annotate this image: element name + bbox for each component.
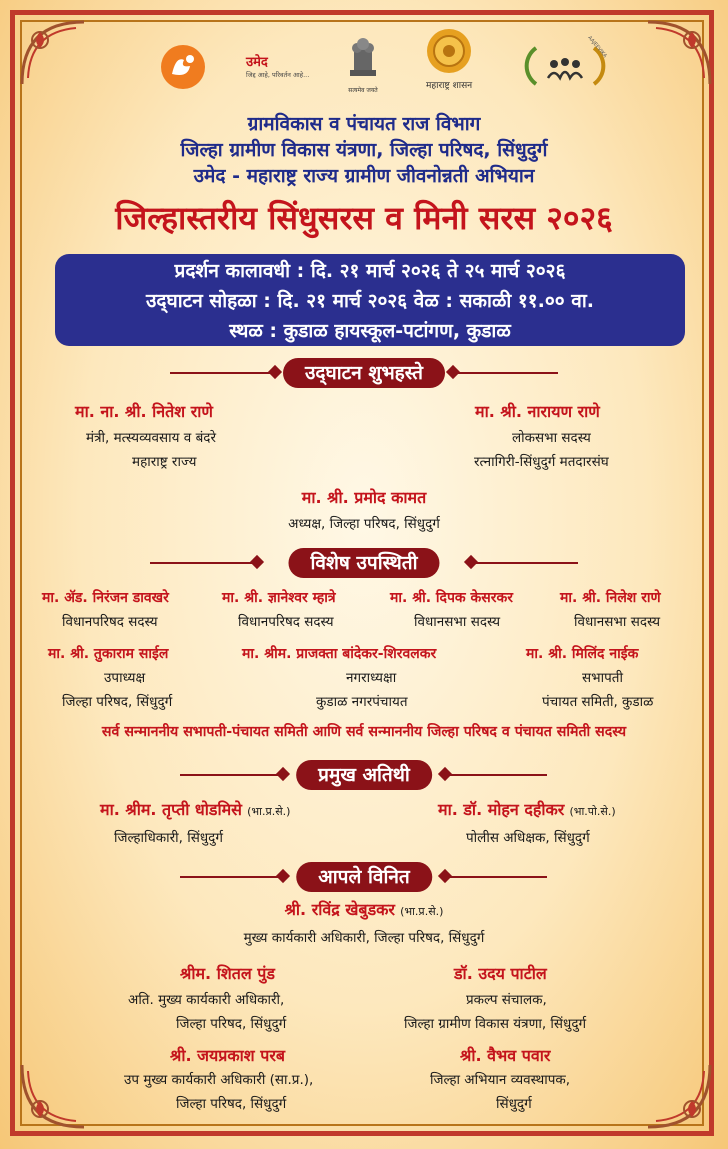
- section-heading-special: [0, 548, 728, 580]
- person-desc: विधानसभा सदस्य: [414, 614, 501, 630]
- person-desc: उपाध्यक्ष: [104, 670, 146, 686]
- person-name: मा. श्रीम. प्राजक्ता बांदेकर-शिरवलकर: [242, 646, 437, 662]
- corner-ornament-icon: [644, 18, 714, 88]
- person-name: मा. श्री. प्रमोद कामत: [301, 488, 427, 507]
- umed-logo-text: उमेद: [246, 55, 268, 70]
- national-emblem-icon: [344, 34, 382, 94]
- person-name: श्री. वैभव पवार: [460, 1046, 551, 1065]
- venue: स्थळ : कुडाळ हायस्कूल-पटांगण, कुडाळ: [229, 320, 511, 342]
- person-desc: अति. मुख्य कार्यकारी अधिकारी,: [128, 992, 285, 1008]
- guests-heading: प्रमुख अतिथी: [296, 760, 432, 790]
- ajeevika-logo-icon: [520, 35, 610, 92]
- person-desc: पोलीस अधिक्षक, सिंधुदुर्ग: [466, 830, 590, 846]
- person-desc: विधानपरिषद सदस्य: [238, 614, 334, 630]
- person-suffix: (भा.पो.से.): [569, 805, 616, 818]
- corner-ornament-icon: [644, 1061, 714, 1131]
- person-desc: मुख्य कार्यकारी अधिकारी, जिल्हा परिषद, सिंधुदुर्ग: [243, 930, 485, 946]
- person-desc: पंचायत समिती, कुडाळ: [542, 694, 654, 710]
- section-heading-guests: [0, 760, 728, 792]
- page-title: जिल्हास्तरीय सिंधुसरस व मिनी सरस २०२६: [115, 199, 613, 237]
- umed-tagline: जिद्द आहे, परिवर्तन आहे...: [246, 71, 310, 79]
- person-name: मा. ना. श्री. नितेश राणे: [75, 402, 214, 421]
- agency-line: जिल्हा ग्रामीण विकास यंत्रणा, जिल्हा परिषद, सिंधुदुर्ग: [180, 139, 548, 161]
- special-heading: विशेष उपस्थिती: [288, 548, 439, 578]
- corner-ornament-icon: [18, 1061, 88, 1131]
- person-name: मा. श्री. मिलिंद नाईक: [526, 646, 639, 662]
- inviter-1: [0, 898, 728, 920]
- state-label: महाराष्ट्र शासन: [426, 81, 473, 91]
- department-line: ग्रामविकास व पंचायत राज विभाग: [247, 113, 481, 135]
- person-desc: विधानसभा सदस्य: [574, 614, 661, 630]
- all-members-line: सर्व सन्माननीय सभापती-पंचायत समिती आणि सर्व सन्माननीय जिल्हा परिषद व पंचायत समिती सदस्य: [101, 724, 627, 740]
- person-desc: सभापती: [582, 670, 623, 686]
- person-desc: कुडाळ नगरपंचायत: [316, 694, 408, 710]
- person-desc: अध्यक्ष, जिल्हा परिषद, सिंधुदुर्ग: [288, 516, 440, 532]
- person-desc: लोकसभा सदस्य: [512, 430, 591, 446]
- person-desc: महाराष्ट्र राज्य: [132, 454, 197, 470]
- inauguration-heading: उद्‌घाटन शुभहस्ते: [283, 358, 445, 388]
- person-desc: सिंधुदुर्ग: [496, 1096, 532, 1112]
- inviters-heading: आपले विनित: [296, 862, 432, 892]
- person-name: मा. श्रीम. तृप्ती धोडमिसे: [100, 800, 243, 819]
- person-desc: जिल्हाधिकारी, सिंधुदुर्ग: [114, 830, 223, 846]
- person-name: मा. श्री. निलेश राणे: [560, 590, 661, 606]
- guest-1: [100, 798, 290, 820]
- person-name: मा. श्री. नारायण राणे: [475, 402, 600, 421]
- person-name: श्री. जयप्रकाश परब: [170, 1046, 286, 1065]
- hands-logo-icon: [160, 44, 206, 90]
- person-name: श्रीम. शितल पुंड: [180, 964, 275, 983]
- person-desc: रत्नागिरी-सिंधुदुर्ग मतदारसंघ: [474, 454, 609, 470]
- person-name: डॉ. उदय पाटील: [454, 964, 547, 983]
- person-desc: जिल्हा अभियान व्यवस्थापक,: [430, 1072, 571, 1088]
- person-desc: नगराध्यक्षा: [346, 670, 397, 686]
- ajeevika-right: AAJEEVIKA: [586, 35, 608, 59]
- maharashtra-seal-icon: [426, 28, 472, 91]
- person-desc: विधानपरिषद सदस्य: [62, 614, 158, 630]
- person-name: मा. श्री. ज्ञानेश्वर म्हात्रे: [222, 590, 336, 606]
- umed-logo: [246, 52, 309, 79]
- person-desc: जिल्हा परिषद, सिंधुदुर्ग: [176, 1016, 287, 1032]
- person-desc: उप मुख्य कार्यकारी अधिकारी (सा.प्र.),: [124, 1072, 314, 1088]
- person-name: मा. श्री. दिपक केसरकर: [390, 590, 513, 606]
- person-suffix: (भा.प्र.से.): [400, 905, 444, 918]
- mission-line: उमेद - महाराष्ट्र राज्य ग्रामीण जीवनोन्नती अभियान: [193, 165, 535, 187]
- person-suffix: (भा.प्र.से.): [247, 805, 291, 818]
- person-desc: जिल्हा परिषद, सिंधुदुर्ग: [62, 694, 173, 710]
- person-desc: प्रकल्प संचालक,: [466, 992, 547, 1008]
- guest-2: [438, 798, 616, 820]
- person-name: मा. श्री. तुकाराम साईल: [48, 646, 169, 662]
- person-name: मा. डॉ. मोहन दहीकर: [438, 800, 565, 819]
- section-heading-inauguration: [0, 358, 728, 390]
- exhibition-period: प्रदर्शन कालावधी : दि. २१ मार्च २०२६ ते २५ मार्च २०२६: [174, 260, 566, 282]
- person-desc: जिल्हा परिषद, सिंधुदुर्ग: [176, 1096, 287, 1112]
- person-name: मा. ॲड. निरंजन डावखरे: [42, 590, 169, 606]
- inauguration-time: उद्‌घाटन सोहळा : दि. २१ मार्च २०२६ वेळ : सकाळी ११.०० वा.: [146, 290, 594, 312]
- section-heading-inviters: [0, 862, 728, 894]
- person-desc: जिल्हा ग्रामीण विकास यंत्रणा, सिंधुदुर्ग: [404, 1016, 587, 1032]
- person-desc: मंत्री, मत्स्यव्यवसाय व बंदरे: [86, 430, 216, 446]
- person-name: श्री. रविंद्र खेबुडकर: [284, 900, 395, 919]
- emblem-motto: सत्यमेव जयते: [348, 87, 378, 94]
- event-info-banner: [55, 254, 685, 346]
- corner-ornament-icon: [18, 18, 88, 88]
